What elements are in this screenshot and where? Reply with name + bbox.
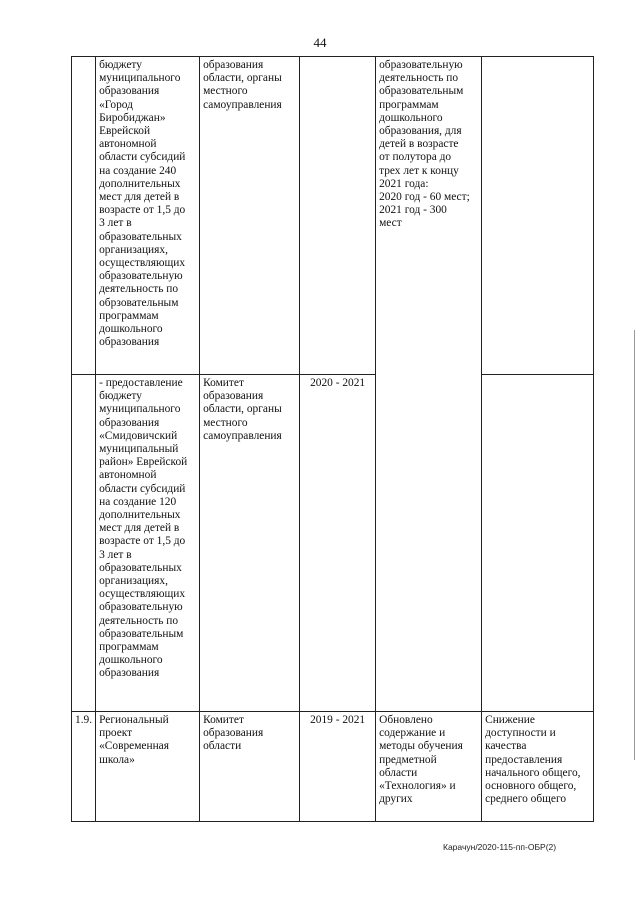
- term-cell: [300, 375, 376, 712]
- activity-cell: [96, 712, 200, 822]
- row-number-cell: [72, 375, 96, 712]
- activity-cell: [96, 57, 200, 375]
- measures-table: [71, 56, 594, 822]
- executor-text: Комитет образования области, органы местного самоуправления: [203, 377, 282, 442]
- term-text: 2019 - 2021: [310, 714, 366, 726]
- activity-text: - предоставление бюджету муниципального образования «Смидовичский муниципальный район» Еврейской автономной области субсидий на создание 120 дополнительных мест для детей в возрасте от 1,5 до 3 лет в образовательных организациях, осуществляющих образовательную деятельность по образовательным программам дошкольного образования: [99, 377, 188, 680]
- row-number: 1.9.: [75, 714, 93, 726]
- executor-cell: [200, 712, 300, 822]
- term-text: 2020 - 2021: [310, 377, 366, 389]
- document-footer-code: Карачун/2020-115-пп-ОБР(2): [443, 842, 557, 852]
- result-text: Обновлено содержание и методы обучения предметной области «Технология» и других: [379, 714, 463, 806]
- term-cell: [300, 57, 376, 375]
- row-number-cell: [72, 57, 96, 375]
- executor-text: Комитет образования области: [203, 714, 264, 753]
- effect-cell: [482, 712, 594, 822]
- effect-cell: [482, 375, 594, 712]
- activity-text: бюджету муниципального образования «Город Биробиджан» Еврейской автономной области субсидий на создание 240 дополнительных мест для детей в возрасте от 1,5 до 3 лет в образовательных организациях, осуществляющих образовательную деятельность по обрзовательным программам дошкольного образования: [99, 59, 186, 349]
- executor-text: образования области, органы местного самоуправления: [203, 59, 282, 111]
- page-number: 44: [313, 35, 327, 50]
- row-number-cell: [72, 712, 96, 822]
- effect-cell: [482, 57, 594, 375]
- executor-cell: [200, 57, 300, 375]
- effect-text: Снижение доступности и качества предоставления начального общего, основного общего, среднего общего: [485, 714, 581, 806]
- executor-cell: [200, 375, 300, 712]
- result-cell: [376, 57, 482, 712]
- table-row: [72, 712, 594, 822]
- activity-cell: [96, 375, 200, 712]
- result-cell: [376, 712, 482, 822]
- table-row: [72, 375, 594, 712]
- activity-text: Региональный проект «Современная школа»: [99, 714, 169, 766]
- scan-edge-line: [634, 330, 635, 760]
- term-cell: [300, 712, 376, 822]
- table-row: [72, 57, 594, 375]
- result-text: образовательную деятельность по образовательным программам дошкольного образования, для детей в возрасте от полутора до трех лет к концу 2021 года: 2020 год - 60 мест; 2021 год - 300 мест: [379, 59, 470, 230]
